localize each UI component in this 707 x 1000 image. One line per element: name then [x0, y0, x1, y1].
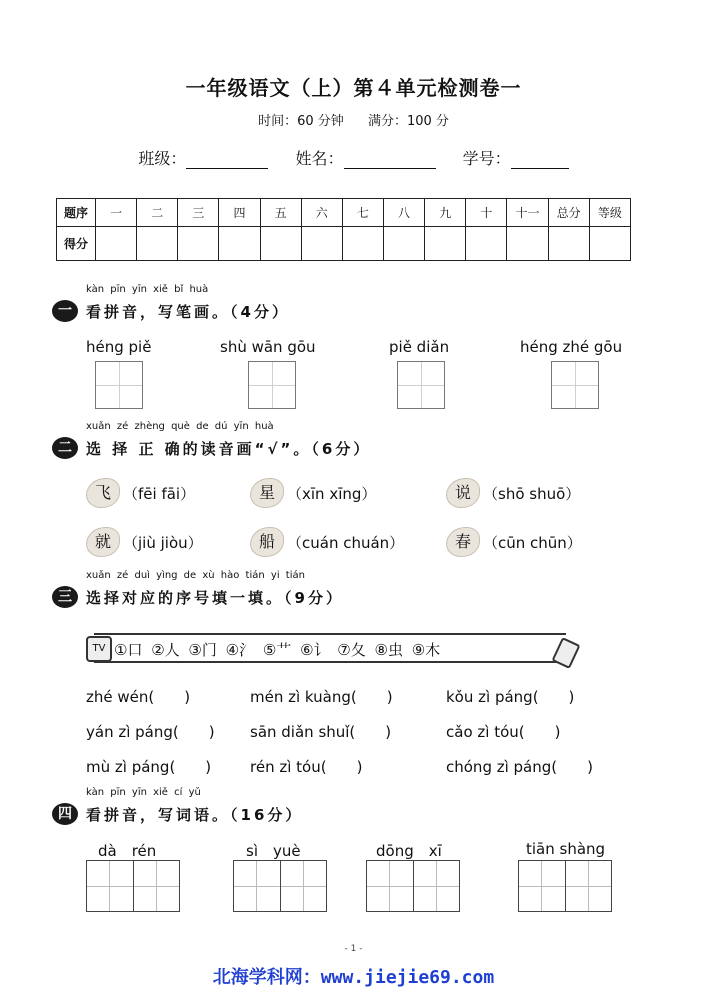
reading-choice[interactable]	[86, 527, 203, 557]
writing-cell[interactable]	[414, 861, 460, 911]
writing-cell[interactable]	[234, 861, 281, 911]
score-col: 六	[301, 199, 342, 227]
stroke-pinyin: héng piě	[86, 338, 152, 356]
reading-choice[interactable]	[446, 478, 580, 508]
choice-char: 说	[454, 483, 471, 502]
reading-choice[interactable]	[250, 527, 404, 557]
name-label: 姓名：	[295, 149, 344, 168]
section-3-number: 三	[52, 586, 78, 608]
radical-fill-item[interactable]: kǒu zì páng( )	[446, 688, 575, 706]
section-3-instruction: 选择对应的序号填一填。（9分）	[86, 589, 344, 607]
score-col: 一	[96, 199, 137, 227]
writing-cell[interactable]	[566, 861, 612, 911]
name-field[interactable]	[344, 152, 436, 169]
choice-options: （cūn chūn）	[483, 533, 582, 552]
score-col: 七	[342, 199, 383, 227]
choice-char: 春	[454, 532, 471, 551]
word-writing-box[interactable]	[366, 860, 460, 912]
score-cell[interactable]	[507, 227, 548, 261]
time-limit: 时间：60 分钟	[258, 114, 344, 129]
reading-choice[interactable]	[250, 478, 376, 508]
stroke-pinyin: héng zhé gōu	[520, 338, 623, 356]
section-2-instruction: 选 择 正 确的读音画“√”。（6分）	[86, 440, 372, 458]
stroke-pinyin: piě diǎn	[389, 338, 450, 356]
section-1-instruction: 看拼音，写笔画。（4分）	[86, 303, 290, 321]
score-col: 等级	[589, 199, 630, 227]
word-pinyin: dà rén	[98, 842, 157, 860]
score-cell[interactable]	[178, 227, 219, 261]
full-score: 满分：100 分	[367, 114, 449, 129]
page-number: - 1 -	[344, 944, 363, 954]
choice-char: 星	[258, 483, 275, 502]
reading-choice[interactable]	[446, 527, 582, 557]
section-3-pinyin: xuǎn zé duì yìng de xù hào tián yi tián	[86, 570, 305, 581]
radical-fill-item[interactable]: mù zì páng( )	[86, 758, 212, 776]
choice-char: 船	[258, 532, 275, 551]
writing-box[interactable]	[95, 361, 143, 409]
score-col: 八	[383, 199, 424, 227]
score-col: 五	[260, 199, 301, 227]
section-1-number: 一	[52, 300, 78, 322]
page-title: 一年级语文（上）第４单元检测卷一	[185, 76, 522, 100]
section-1-pinyin: kàn pīn yīn xiě bǐ huà	[86, 284, 209, 295]
exam-meta	[0, 110, 707, 129]
score-cell[interactable]	[219, 227, 260, 261]
footer-website[interactable]: 北海学科网：www.jiejie69.com	[212, 967, 495, 988]
section-4-instruction: 看拼音，写词语。（16分）	[86, 806, 304, 824]
id-label: 学号：	[462, 149, 511, 168]
score-cell[interactable]	[425, 227, 466, 261]
radical-banner: ①口 ②人 ③门 ④氵 ⑤艹 ⑥讠 ⑦夂 ⑧虫 ⑨木	[94, 633, 566, 663]
stroke-pinyin: shù wān gōu	[220, 338, 316, 356]
score-cell[interactable]	[137, 227, 178, 261]
score-col: 十一	[507, 199, 548, 227]
score-row-label: 题序	[57, 199, 96, 227]
writing-cell[interactable]	[367, 861, 414, 911]
peach-icon	[250, 527, 284, 557]
score-col: 十	[466, 199, 507, 227]
score-cell[interactable]	[342, 227, 383, 261]
score-cell[interactable]	[96, 227, 137, 261]
radical-fill-item[interactable]: zhé wén( )	[86, 688, 191, 706]
score-cell[interactable]	[301, 227, 342, 261]
score-table	[56, 198, 631, 261]
writing-cell[interactable]	[281, 861, 327, 911]
word-writing-box[interactable]	[518, 860, 612, 912]
choice-options: （jiù jiòu）	[123, 533, 203, 552]
section-2-number: 二	[52, 437, 78, 459]
score-cell[interactable]	[466, 227, 507, 261]
radical-fill-item[interactable]: chóng zì páng( )	[446, 758, 593, 776]
word-pinyin: sì yuè	[246, 842, 301, 860]
section-2-pinyin: xuǎn zé zhèng què de dú yīn huà	[86, 421, 274, 432]
section-4-pinyin: kàn pīn yīn xiě cí yǔ	[86, 787, 201, 798]
score-table-header-row	[57, 199, 631, 227]
radical-fill-item[interactable]: sān diǎn shuǐ( )	[250, 723, 392, 741]
word-pinyin: dōng xī	[376, 842, 442, 860]
word-writing-box[interactable]	[86, 860, 180, 912]
score-col: 总分	[548, 199, 589, 227]
score-col: 二	[137, 199, 178, 227]
choice-options: （fēi fāi）	[123, 484, 196, 503]
word-writing-box[interactable]	[233, 860, 327, 912]
choice-options: （shō shuō）	[483, 484, 581, 503]
score-cell[interactable]	[383, 227, 424, 261]
class-label: 班级：	[138, 149, 187, 168]
choice-options: （xīn xīng）	[287, 484, 377, 503]
score-cell[interactable]	[260, 227, 301, 261]
writing-cell[interactable]	[519, 861, 566, 911]
section-4-number: 四	[52, 803, 78, 825]
score-cell[interactable]	[548, 227, 589, 261]
student-info	[0, 146, 707, 169]
id-field[interactable]	[511, 152, 569, 169]
choice-char: 就	[94, 532, 111, 551]
writing-box[interactable]	[248, 361, 296, 409]
peach-icon	[250, 478, 284, 508]
score-row-label: 得分	[57, 227, 96, 261]
writing-box[interactable]	[397, 361, 445, 409]
score-col: 九	[425, 199, 466, 227]
writing-box[interactable]	[551, 361, 599, 409]
peach-icon	[86, 478, 120, 508]
word-pinyin: tiān shàng	[526, 840, 606, 858]
score-col: 三	[178, 199, 219, 227]
choice-char: 飞	[94, 483, 111, 502]
class-field[interactable]	[186, 152, 268, 169]
radical-fill-item[interactable]: yán zì páng( )	[86, 723, 215, 741]
reading-choice[interactable]	[86, 478, 195, 508]
writing-cell[interactable]	[134, 861, 180, 911]
score-col: 四	[219, 199, 260, 227]
score-table-score-row	[57, 227, 631, 261]
peach-icon	[86, 527, 120, 557]
writing-cell[interactable]	[87, 861, 134, 911]
score-cell[interactable]	[589, 227, 630, 261]
peach-icon	[446, 527, 480, 557]
radical-fill-item[interactable]: mén zì kuàng( )	[250, 688, 393, 706]
radical-fill-item[interactable]: rén zì tóu( )	[250, 758, 363, 776]
radical-fill-item[interactable]: cǎo zì tóu( )	[446, 723, 561, 741]
peach-icon	[446, 478, 480, 508]
tv-icon: TV	[86, 636, 112, 662]
choice-options: （cuán chuán）	[287, 533, 405, 552]
